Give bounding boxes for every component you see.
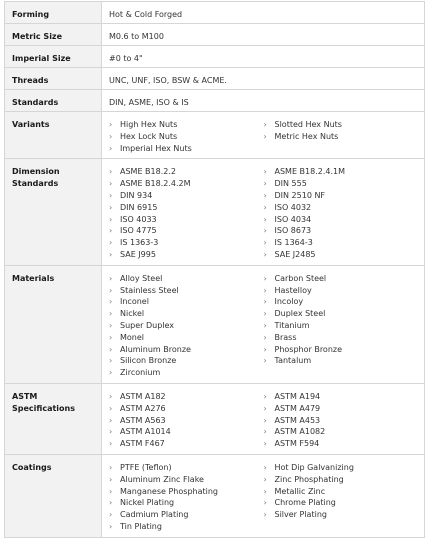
spec-row-variants <box>5 112 425 159</box>
chevron-right-icon: › <box>263 190 267 200</box>
spec-label: Imperial Size <box>5 46 102 68</box>
spec-row-standards <box>5 90 425 112</box>
list-item-text: Inconel <box>120 297 149 307</box>
chevron-right-icon: › <box>109 391 113 401</box>
list-item <box>109 273 264 285</box>
list-item <box>109 143 264 155</box>
spec-list-right <box>264 462 419 533</box>
spec-list-left <box>109 273 264 379</box>
list-item <box>264 509 419 521</box>
list-item-text: ISO 4033 <box>120 214 157 224</box>
list-item <box>264 486 419 498</box>
list-item <box>264 119 419 131</box>
chevron-right-icon: › <box>109 332 113 342</box>
list-item-text: ASME B18.2.4.2M <box>120 179 191 189</box>
chevron-right-icon: › <box>263 391 267 401</box>
spec-list-right <box>264 166 419 260</box>
list-item <box>264 462 419 474</box>
spec-table <box>4 1 425 538</box>
list-item-text: ASTM A194 <box>274 391 321 401</box>
list-item-text: DIN 6915 <box>120 202 158 212</box>
list-item <box>264 214 419 226</box>
list-item-text: ASTM F594 <box>274 439 320 449</box>
list-item <box>109 320 264 332</box>
spec-list-right <box>264 391 419 450</box>
spec-list-left <box>109 391 264 450</box>
spec-label: Forming <box>5 2 102 24</box>
spec-value: M0.6 to M100 <box>102 24 425 46</box>
chevron-right-icon: › <box>109 249 113 259</box>
list-item <box>264 474 419 486</box>
spec-list-right <box>264 119 419 154</box>
list-item-text: Tin Plating <box>120 521 162 531</box>
spec-label: ASTM Specifications <box>5 383 102 454</box>
spec-value <box>102 112 425 159</box>
list-item-text: Brass <box>274 332 297 342</box>
list-item <box>109 214 264 226</box>
list-item-text: Zirconium <box>120 368 161 378</box>
list-item-text: Super Duplex <box>120 320 175 330</box>
spec-list-left <box>109 166 264 260</box>
list-item <box>109 332 264 344</box>
list-item <box>264 237 419 249</box>
spec-list-columns <box>109 273 418 383</box>
chevron-right-icon: › <box>109 202 113 212</box>
chevron-right-icon: › <box>109 510 113 520</box>
chevron-right-icon: › <box>109 356 113 366</box>
list-item <box>264 403 419 415</box>
list-item-text: ASTM A479 <box>274 403 321 413</box>
spec-value <box>102 159 425 265</box>
list-item <box>109 296 264 308</box>
chevron-right-icon: › <box>263 226 267 236</box>
list-item-text: PTFE (Teflon) <box>120 462 172 472</box>
spec-list-columns <box>109 166 418 264</box>
list-item-text: IS 1363-3 <box>120 238 159 248</box>
chevron-right-icon: › <box>263 249 267 259</box>
list-item <box>109 166 264 178</box>
list-item <box>109 237 264 249</box>
list-item <box>264 285 419 297</box>
spec-list-columns <box>109 391 418 454</box>
spec-row-materials <box>5 265 425 383</box>
list-item <box>109 190 264 202</box>
list-item <box>109 486 264 498</box>
list-item <box>264 332 419 344</box>
chevron-right-icon: › <box>109 368 113 378</box>
list-item <box>264 202 419 214</box>
list-item <box>109 391 264 403</box>
list-item-text: Nickel Plating <box>120 498 175 508</box>
list-item <box>264 308 419 320</box>
chevron-right-icon: › <box>109 238 113 248</box>
list-item-text: Stainless Steel <box>120 285 179 295</box>
chevron-right-icon: › <box>263 238 267 248</box>
list-item <box>109 131 264 143</box>
spec-list-columns <box>109 119 418 158</box>
chevron-right-icon: › <box>109 344 113 354</box>
list-item-text: ISO 4032 <box>274 202 312 212</box>
list-item-text: DIN 934 <box>120 190 153 200</box>
chevron-right-icon: › <box>109 297 113 307</box>
spec-value <box>102 383 425 454</box>
list-item <box>109 474 264 486</box>
chevron-right-icon: › <box>263 474 267 484</box>
list-item-text: ASME B18.2.4.1M <box>274 167 346 177</box>
list-item-text: Duplex Steel <box>274 309 326 319</box>
list-item-text: IS 1364-3 <box>274 238 313 248</box>
spec-value: UNC, UNF, ISO, BSW & ACME. <box>102 68 425 90</box>
spec-row-forming <box>5 2 425 24</box>
chevron-right-icon: › <box>263 486 267 496</box>
list-item-text: Imperial Hex Nuts <box>120 143 192 153</box>
list-item-text: Metallic Zinc <box>274 486 326 496</box>
chevron-right-icon: › <box>109 285 113 295</box>
chevron-right-icon: › <box>109 439 113 449</box>
spec-label: Threads <box>5 68 102 90</box>
spec-label: Variants <box>5 112 102 159</box>
list-item <box>264 344 419 356</box>
chevron-right-icon: › <box>263 309 267 319</box>
chevron-right-icon: › <box>109 415 113 425</box>
chevron-right-icon: › <box>263 344 267 354</box>
chevron-right-icon: › <box>263 462 267 472</box>
list-item-text: Monel <box>120 332 145 342</box>
list-item-text: ASTM A1082 <box>274 427 326 437</box>
chevron-right-icon: › <box>109 427 113 437</box>
list-item-text: Phosphor Bronze <box>274 344 343 354</box>
chevron-right-icon: › <box>109 462 113 472</box>
list-item <box>264 355 419 367</box>
spec-row-threads <box>5 68 425 90</box>
chevron-right-icon: › <box>263 427 267 437</box>
spec-row-dimension-standards <box>5 159 425 265</box>
chevron-right-icon: › <box>263 332 267 342</box>
list-item-text: Carbon Steel <box>274 273 327 283</box>
list-item <box>264 320 419 332</box>
list-item-text: Aluminum Zinc Flake <box>120 474 204 484</box>
spec-value <box>102 265 425 383</box>
list-item <box>109 426 264 438</box>
spec-list-left <box>109 462 264 533</box>
list-item <box>109 415 264 427</box>
list-item <box>109 308 264 320</box>
chevron-right-icon: › <box>109 214 113 224</box>
list-item <box>109 249 264 261</box>
chevron-right-icon: › <box>263 273 267 283</box>
chevron-right-icon: › <box>109 320 113 330</box>
chevron-right-icon: › <box>263 498 267 508</box>
spec-table-body <box>5 2 425 538</box>
chevron-right-icon: › <box>263 439 267 449</box>
chevron-right-icon: › <box>109 226 113 236</box>
list-item-text: Aluminum Bronze <box>120 344 191 354</box>
chevron-right-icon: › <box>109 120 113 129</box>
spec-row-imperial-size <box>5 46 425 68</box>
list-item-text: Cadmium Plating <box>120 510 189 520</box>
list-item-text: Nickel <box>120 309 145 319</box>
spec-list-right <box>264 273 419 379</box>
list-item-text: High Hex Nuts <box>120 120 178 129</box>
list-item <box>264 273 419 285</box>
chevron-right-icon: › <box>109 143 113 153</box>
spec-list-left <box>109 119 264 154</box>
list-item-text: ASME B18.2.2 <box>120 167 176 177</box>
list-item <box>264 190 419 202</box>
list-item <box>264 249 419 261</box>
chevron-right-icon: › <box>263 120 267 129</box>
spec-label: Metric Size <box>5 24 102 46</box>
chevron-right-icon: › <box>109 486 113 496</box>
list-item <box>264 391 419 403</box>
list-item-text: Chrome Plating <box>274 498 336 508</box>
chevron-right-icon: › <box>263 403 267 413</box>
list-item <box>264 166 419 178</box>
chevron-right-icon: › <box>263 202 267 212</box>
chevron-right-icon: › <box>263 415 267 425</box>
chevron-right-icon: › <box>109 521 113 531</box>
list-item <box>264 131 419 143</box>
chevron-right-icon: › <box>263 356 267 366</box>
list-item-text: ISO 8673 <box>274 226 312 236</box>
chevron-right-icon: › <box>109 190 113 200</box>
chevron-right-icon: › <box>109 179 113 189</box>
list-item-text: ISO 4034 <box>274 214 312 224</box>
list-item <box>264 426 419 438</box>
list-item-text: ISO 4775 <box>120 226 157 236</box>
list-item <box>109 202 264 214</box>
chevron-right-icon: › <box>109 131 113 141</box>
chevron-right-icon: › <box>109 309 113 319</box>
list-item <box>264 225 419 237</box>
chevron-right-icon: › <box>263 167 267 177</box>
list-item-text: ASTM A182 <box>120 391 166 401</box>
chevron-right-icon: › <box>109 273 113 283</box>
spec-label: Coatings <box>5 454 102 537</box>
spec-value: Hot & Cold Forged <box>102 2 425 24</box>
list-item-text: Manganese Phosphating <box>120 486 218 496</box>
list-item <box>109 403 264 415</box>
list-item-text: Silver Plating <box>274 510 327 520</box>
list-item-text: ASTM A276 <box>120 403 166 413</box>
list-item-text: Incoloy <box>274 297 304 307</box>
list-item <box>109 285 264 297</box>
list-item-text: SAE J2485 <box>274 249 316 259</box>
list-item-text: Hastelloy <box>274 285 312 295</box>
list-item <box>109 355 264 367</box>
list-item-text: Alloy Steel <box>120 273 163 283</box>
list-item-text: DIN 2510 NF <box>274 190 326 200</box>
list-item-text: Tantalum <box>274 356 312 366</box>
list-item <box>109 462 264 474</box>
list-item-text: Hex Lock Nuts <box>120 131 178 141</box>
list-item-text: ASTM A453 <box>274 415 321 425</box>
list-item <box>264 296 419 308</box>
list-item <box>109 438 264 450</box>
chevron-right-icon: › <box>109 167 113 177</box>
chevron-right-icon: › <box>263 320 267 330</box>
list-item <box>109 509 264 521</box>
chevron-right-icon: › <box>109 403 113 413</box>
chevron-right-icon: › <box>263 131 267 141</box>
spec-list-columns <box>109 462 418 537</box>
list-item <box>109 521 264 533</box>
list-item <box>264 497 419 509</box>
spec-row-astm-specifications <box>5 383 425 454</box>
chevron-right-icon: › <box>263 179 267 189</box>
spec-value: DIN, ASME, ISO & IS <box>102 90 425 112</box>
list-item-text: ASTM A1014 <box>120 427 171 437</box>
list-item-text: Slotted Hex Nuts <box>274 120 342 129</box>
list-item <box>109 367 264 379</box>
list-item-text: Zinc Phosphating <box>274 474 344 484</box>
chevron-right-icon: › <box>109 498 113 508</box>
spec-label: Dimension Standards <box>5 159 102 265</box>
list-item <box>264 438 419 450</box>
chevron-right-icon: › <box>263 510 267 520</box>
list-item <box>109 497 264 509</box>
list-item <box>109 178 264 190</box>
list-item <box>109 344 264 356</box>
list-item-text: Metric Hex Nuts <box>274 131 339 141</box>
spec-label: Standards <box>5 90 102 112</box>
spec-label: Materials <box>5 265 102 383</box>
list-item-text: Hot Dip Galvanizing <box>274 462 354 472</box>
chevron-right-icon: › <box>263 285 267 295</box>
list-item-text: SAE J995 <box>120 249 156 259</box>
list-item <box>264 178 419 190</box>
list-item <box>109 225 264 237</box>
list-item-text: Titanium <box>274 320 310 330</box>
spec-value: #0 to 4" <box>102 46 425 68</box>
list-item <box>264 415 419 427</box>
spec-row-metric-size <box>5 24 425 46</box>
chevron-right-icon: › <box>109 474 113 484</box>
chevron-right-icon: › <box>263 297 267 307</box>
list-item-text: ASTM F467 <box>120 439 165 449</box>
list-item-text: DIN 555 <box>274 179 307 189</box>
list-item-text: ASTM A563 <box>120 415 166 425</box>
chevron-right-icon: › <box>263 214 267 224</box>
list-item-text: Silicon Bronze <box>120 356 177 366</box>
list-item <box>109 119 264 131</box>
